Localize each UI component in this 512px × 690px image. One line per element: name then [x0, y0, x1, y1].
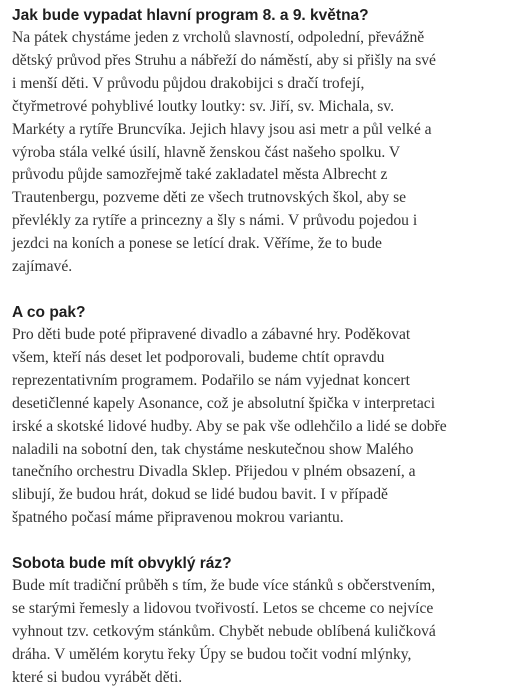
paragraph-line: převlékly za rytíře a princezny a šly s námi. V průvodu pojedou i: [12, 212, 418, 230]
section-paragraph: [12, 27, 500, 279]
paragraph-line: desetičlenné kapely Asonance, což je absolutní špička v interpretaci: [12, 394, 436, 412]
section-paragraph: [12, 575, 500, 690]
paragraph-line: slibují, že budou hrát, dokud se lidé budou bavit. I v případě: [12, 486, 388, 504]
paragraph-line: Markéty a rytíře Bruncvíka. Jejich hlavy jsou asi metr a půl velké a: [12, 120, 432, 138]
paragraph-line: které si budou vyrábět děti.: [12, 668, 183, 686]
paragraph-line: Bude mít tradiční průběh s tím, že bude více stánků s občerstvením,: [12, 577, 436, 595]
paragraph-line: Pro děti bude poté připravené divadlo a zábavné hry. Poděkovat: [12, 325, 411, 343]
paragraph-line: dráha. V umělém korytu řeky Úpy se budou točit vodní mlýnky,: [12, 645, 412, 663]
paragraph-line: Trautenbergu, pozveme děti ze všech trutnovských škol, aby se: [12, 189, 407, 207]
paragraph-line: všem, kteří nás deset let podporovali, budeme chtít opravdu: [12, 348, 385, 366]
paragraph-line: i menší děti. V průvodu půjdou drakobijci s dračí trofejí,: [12, 74, 365, 92]
paragraph-line: naladili na sobotní den, tak chystáme neskutečnou show Malého: [12, 440, 414, 458]
paragraph-line: vyhnout tzv. cetkovým stánkům. Chybět nebude oblíbená kuličková: [12, 622, 436, 640]
paragraph-line: zajímavé.: [12, 258, 73, 276]
paragraph-line: reprezentativním programem. Podařilo se nám vyjednat koncert: [12, 371, 410, 389]
paragraph-line: irské a skotské lidové hudby. Aby se pak vše odlehčilo a lidé se dobře: [12, 417, 447, 435]
article: [12, 4, 500, 690]
paragraph-line: špatného počasí máme připravenou mokrou variantu.: [12, 509, 344, 527]
section-paragraph: [12, 324, 500, 530]
paragraph-line: se starými řemesly a lidovou tvořivostí. Letos se chceme co nejvíce: [12, 600, 434, 618]
section-saturday: [12, 552, 500, 690]
paragraph-line: průvodu půjde samozřejmě také zakladatel města Albrecht z: [12, 166, 388, 184]
section-heading: Sobota bude mít obvyklý ráz?: [12, 555, 232, 573]
section-heading: Jak bude vypadat hlavní program 8. a 9. května?: [12, 7, 369, 24]
paragraph-line: dětský průvod přes Struhu a nábřeží do náměstí, aby si přišly na své: [12, 51, 436, 69]
section-what-next: [12, 301, 500, 530]
section-main-program: [12, 4, 500, 279]
paragraph-line: Na pátek chystáme jeden z vrcholů slavností, odpolední, převážně: [12, 29, 425, 46]
paragraph-line: jezdci na koních a ponese se letící drak. Věříme, že to bude: [12, 235, 382, 253]
section-heading: A co pak?: [12, 303, 86, 321]
paragraph-line: čtyřmetrové pohyblivé loutky loutky: sv. Jiří, sv. Michala, sv.: [12, 97, 394, 115]
paragraph-line: výroba stála velké úsilí, hlavně ženskou část našeho spolku. V: [12, 143, 401, 161]
paragraph-line: tanečního orchestru Divadla Sklep. Přijedou v plném obsazení, a: [12, 463, 416, 481]
